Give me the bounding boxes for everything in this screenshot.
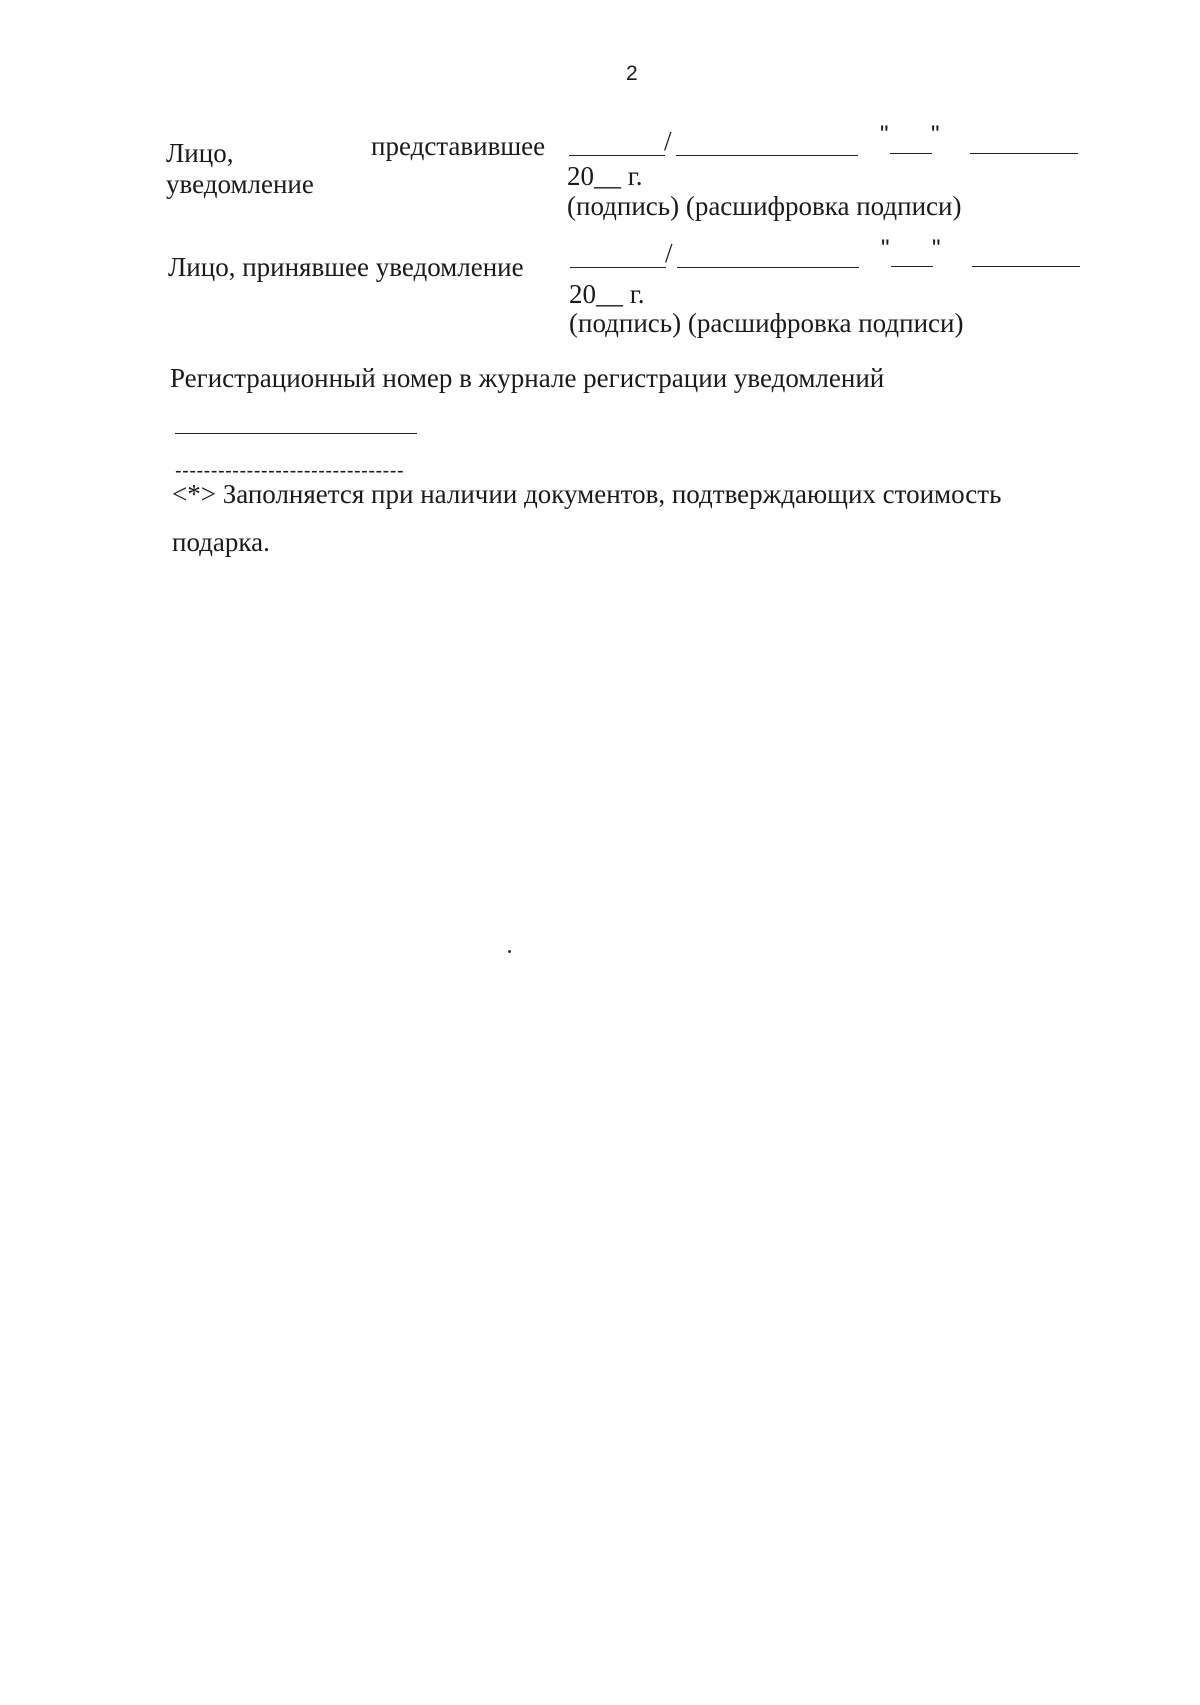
submitter-day-line	[890, 153, 932, 154]
registration-label: Регистрационный номер в журнале регистрации уведомлений	[170, 363, 885, 393]
receiver-quote-close: "	[932, 235, 941, 262]
submitter-label-word-3: уведомление	[166, 169, 314, 199]
footnote-line-2: подарка.	[172, 527, 270, 557]
receiver-day-line	[891, 266, 933, 267]
receiver-caption: (подпись) (расшифровка подписи)	[569, 308, 964, 338]
page-number: 2	[626, 62, 638, 85]
receiver-name-line	[677, 267, 859, 268]
footnote-separator: --------------------------------	[175, 460, 405, 482]
submitter-quote-open: "	[880, 121, 889, 148]
footnote-line-1: <*> Заполняется при наличии документов, подтверждающих стоимость	[172, 479, 1002, 509]
submitter-month-line	[970, 153, 1078, 154]
scan-speck	[508, 950, 511, 953]
submitter-name-line	[676, 155, 858, 156]
receiver-quote-open: "	[881, 235, 890, 262]
receiver-slash: /	[665, 238, 673, 268]
submitter-year: 20__ г.	[567, 161, 643, 191]
submitter-caption: (подпись) (расшифровка подписи)	[567, 191, 962, 221]
registration-number-line	[175, 433, 417, 434]
submitter-signature-line	[569, 155, 665, 156]
receiver-year: 20__ г.	[569, 279, 645, 309]
receiver-signature-line	[570, 267, 666, 268]
submitter-label-word-2: представившее	[371, 131, 546, 161]
submitter-label-word-1: Лицо,	[166, 138, 234, 168]
receiver-label: Лицо, принявшее уведомление	[168, 252, 524, 282]
submitter-slash: /	[664, 126, 672, 156]
submitter-quote-close: "	[931, 121, 940, 148]
receiver-month-line	[972, 266, 1080, 267]
